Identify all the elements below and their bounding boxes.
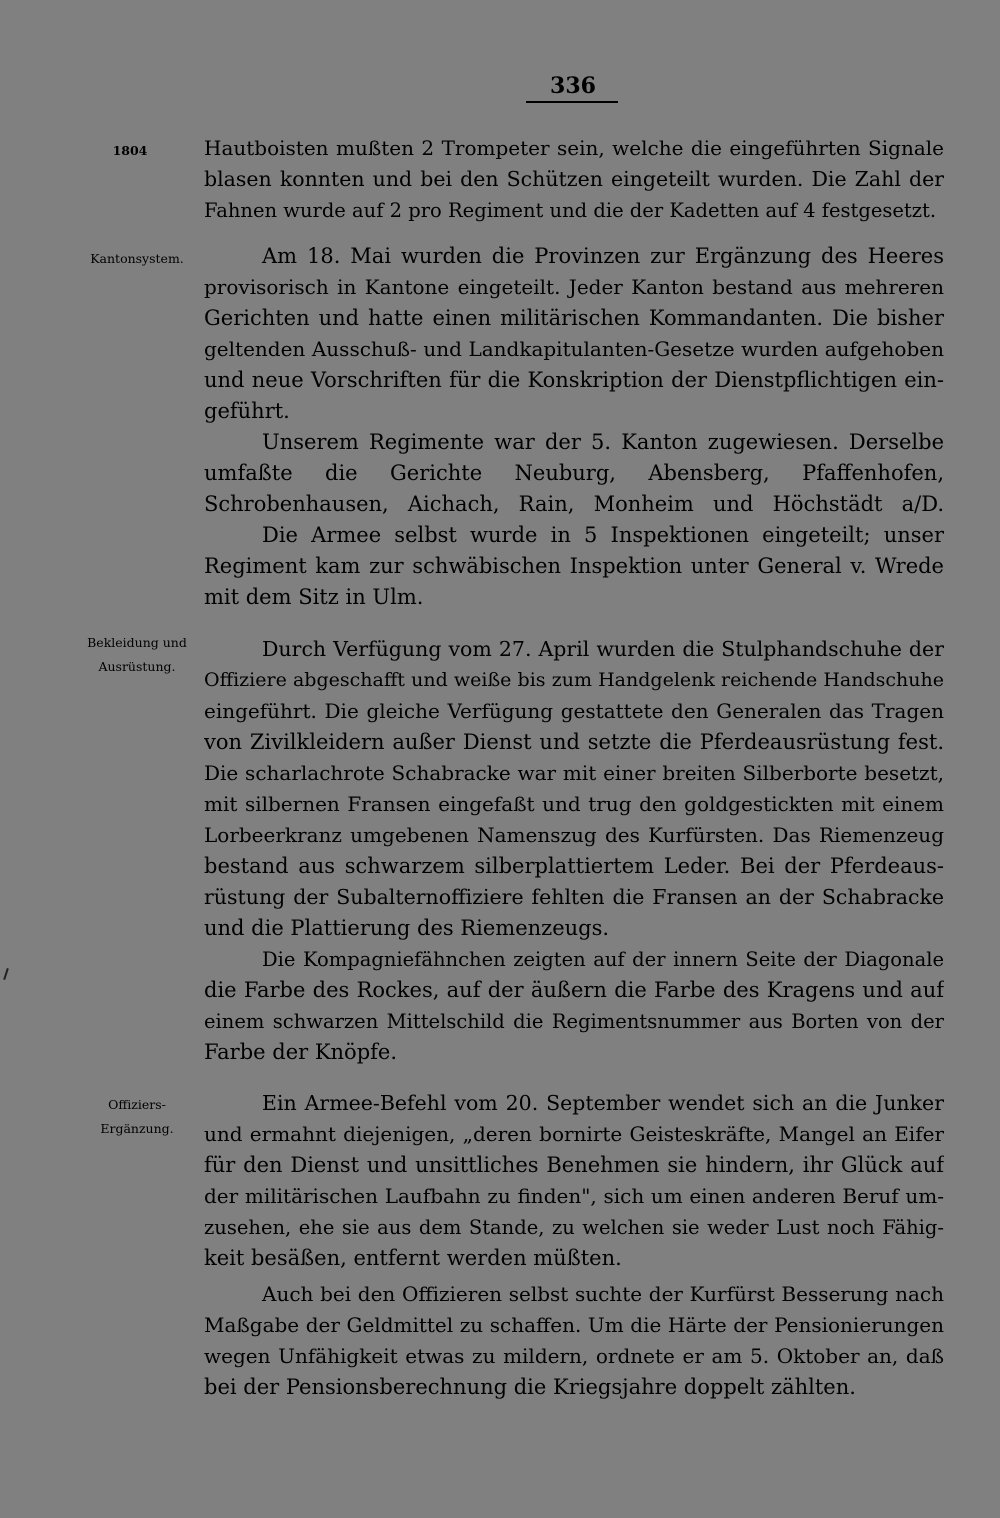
text-line: mit dem Sitz in Ulm. — [204, 585, 424, 609]
text-line: keit besäßen, entfernt werden müßten. — [204, 1246, 622, 1270]
text-line: Unserem Regimente war der 5. Kanton zugewiesen. Derselbe — [262, 430, 944, 454]
text-line: und neue Vorschriften für die Konskription der Dienstpflichtigen ein- — [204, 368, 944, 392]
text-line: zusehen, ehe sie aus dem Stande, zu welchen sie weder Lust noch Fähig- — [204, 1216, 944, 1239]
text-line: die Farbe des Rockes, auf der äußern die Farbe des Kragens und auf — [204, 978, 944, 1002]
text-line: Die Armee selbst wurde in 5 Inspektionen eingeteilt; unser — [262, 523, 944, 547]
text-line: Am 18. Mai wurden die Provinzen zur Ergänzung des Heeres — [262, 244, 944, 268]
text-line: Die Kompagniefähnchen zeigten auf der innern Seite der Diagonale — [262, 948, 944, 971]
text-line: Offiziere abgeschafft und weiße bis zum Handgelenk reichende Handschuhe — [204, 669, 944, 691]
text-line: für den Dienst und unsittliches Benehmen sie hindern, ihr Glück auf — [204, 1153, 944, 1177]
margin-note-bekleidung-line1: Bekleidung und — [87, 635, 187, 650]
text-line: umfaßte die Gerichte Neuburg, Abensberg, Pfaffenhofen, — [204, 461, 944, 485]
text-line: von Zivilkleidern außer Dienst und setzte die Pferdeausrüstung fest. — [204, 730, 944, 754]
page-number: 336 — [550, 73, 596, 99]
text-line: Gerichten und hatte einen militärischen Kommandanten. Die bisher — [204, 306, 944, 330]
text-line: Auch bei den Offizieren selbst suchte der Kurfürst Besserung nach — [262, 1282, 944, 1306]
scan-speck — [3, 968, 9, 980]
text-line: Die scharlachrote Schabracke war mit einer breiten Silberborte besetzt, — [204, 761, 944, 785]
margin-note-offiziers-line1: Offiziers- — [108, 1097, 166, 1112]
margin-note-bekleidung-line2: Ausrüstung. — [98, 659, 176, 674]
text-line: geltenden Ausschuß- und Landkapitulanten-Gesetze wurden aufgehoben — [204, 337, 944, 361]
text-line: eingeführt. Die gleiche Verfügung gestattete den Generalen das Tragen — [204, 699, 944, 723]
margin-note-offiziers-line2: Ergänzung. — [100, 1121, 174, 1136]
text-line: Maßgabe der Geldmittel zu schaffen. Um die Härte der Pensionierungen — [204, 1313, 944, 1337]
margin-note-year: 1804 — [112, 143, 148, 158]
text-line: mit silbernen Fransen eingefaßt und trug den goldgestickten mit einem — [204, 792, 944, 816]
text-line: Hautboisten mußten 2 Trompeter sein, welche die eingeführten Signale — [204, 136, 944, 160]
text-line: wegen Unfähigkeit etwas zu mildern, ordnete er am 5. Oktober an, daß — [204, 1344, 944, 1368]
text-line: der militärischen Laufbahn zu finden", sich um einen anderen Beruf um- — [204, 1184, 944, 1208]
text-line: Schrobenhausen, Aichach, Rain, Monheim und Höchstädt a/D. — [204, 492, 944, 516]
text-line: rüstung der Subalternoffiziere fehlten die Fransen an der Schabracke — [204, 885, 944, 909]
text-line: und ermahnt diejenigen, „deren bornirte Geisteskräfte, Mangel an Eifer — [204, 1122, 944, 1146]
text-line: bei der Pensionsberechnung die Kriegsjahre doppelt zählten. — [204, 1375, 856, 1399]
text-line: Fahnen wurde auf 2 pro Regiment und die der Kadetten auf 4 festgesetzt. — [204, 199, 937, 222]
text-line: und die Plattierung des Riemenzeugs. — [204, 916, 610, 940]
text-line: Ein Armee-Befehl vom 20. September wendet sich an die Junker — [262, 1091, 944, 1115]
text-line: einem schwarzen Mittelschild die Regimentsnummer aus Borten von der — [204, 1010, 944, 1033]
text-line: Durch Verfügung vom 27. April wurden die Stulphandschuhe der — [262, 637, 944, 661]
text-line: blasen konnten und bei den Schützen eingeteilt wurden. Die Zahl der — [204, 167, 944, 191]
text-line: bestand aus schwarzem silberplattiertem Leder. Bei der Pferdeaus- — [204, 854, 944, 878]
text-line: Regiment kam zur schwäbischen Inspektion unter General v. Wrede — [204, 554, 944, 578]
margin-note-kantonsystem: Kantonsystem. — [90, 251, 184, 266]
text-line: provisorisch in Kantone eingeteilt. Jeder Kanton bestand aus mehreren — [204, 275, 944, 299]
text-line: geführt. — [204, 399, 290, 423]
text-line: Lorbeerkranz umgebenen Namenszug des Kurfürsten. Das Riemenzeug — [204, 823, 944, 847]
page-number-rule — [526, 101, 618, 103]
text-line: Farbe der Knöpfe. — [204, 1040, 398, 1064]
